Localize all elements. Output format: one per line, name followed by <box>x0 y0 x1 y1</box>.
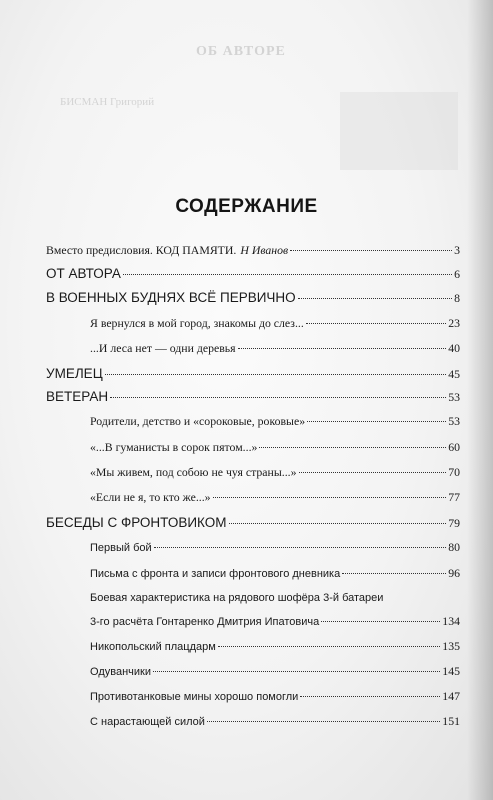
toc-entry-page: 70 <box>448 465 460 479</box>
toc-entry-title: ...И леса нет — одни деревья <box>90 341 236 355</box>
leader-dots <box>299 472 447 473</box>
toc-entry <box>90 414 460 429</box>
toc-entry-page: 96 <box>448 566 460 580</box>
toc-entry-author: Н Иванов <box>240 243 289 257</box>
leader-dots <box>153 671 440 672</box>
toc-entry-title: Первый бой <box>90 542 152 554</box>
leader-dots <box>342 573 446 574</box>
toc-entry <box>90 316 460 331</box>
toc-entry <box>90 341 460 356</box>
toc-entry-page: 23 <box>448 316 460 330</box>
toc-entry <box>90 465 460 480</box>
toc-entry-title: Родители, детство и «сороковые, роковые» <box>90 414 306 428</box>
toc-entry-title: БЕСЕДЫ С ФРОНТОВИКОМ <box>46 515 227 530</box>
leader-dots <box>307 421 446 422</box>
toc-entry-page: 134 <box>442 614 460 628</box>
toc-entry-page: 6 <box>454 267 460 281</box>
toc-entry <box>90 540 460 555</box>
toc-entry-page: 80 <box>448 540 460 554</box>
bleed-through-heading: ОБ АВТОРЕ <box>196 44 286 59</box>
toc-entry <box>90 592 460 604</box>
toc-entry <box>46 515 460 531</box>
toc-entry <box>46 366 460 382</box>
leader-dots <box>213 497 447 498</box>
toc-entry <box>90 664 460 679</box>
toc-entry-title: «Если не я, то кто же...» <box>90 490 211 504</box>
toc-entry-title: ОТ АВТОРА <box>46 266 121 281</box>
toc-entry-page: 151 <box>442 714 460 728</box>
toc-entry-title: Письма с фронта и записи фронтового дневника <box>90 568 341 580</box>
toc-entry <box>46 266 460 282</box>
toc-entry <box>90 614 460 629</box>
toc-entry <box>90 490 460 505</box>
leader-dots <box>298 298 452 299</box>
toc-entry-title: УМЕЛЕЦ <box>46 366 103 381</box>
toc-entry <box>90 639 460 654</box>
toc-entry-page: 60 <box>448 440 460 454</box>
leader-dots <box>207 721 440 722</box>
leader-dots <box>321 621 440 622</box>
leader-dots <box>306 323 446 324</box>
toc-entry-page: 147 <box>442 689 460 703</box>
bleed-through-author: БИСМАН Григорий <box>60 96 155 108</box>
leader-dots <box>123 274 452 275</box>
leader-dots <box>229 523 447 524</box>
page-title: СОДЕРЖАНИЕ <box>175 196 318 217</box>
leader-dots <box>238 348 447 349</box>
leader-dots <box>300 696 440 697</box>
leader-dots <box>290 250 452 251</box>
toc-entry-page: 8 <box>454 291 460 305</box>
toc-entry-title: Я вернулся в мой город, знакомы до слез... <box>90 316 304 330</box>
toc-entry-page: 79 <box>448 516 460 530</box>
leader-dots <box>154 547 447 548</box>
leader-dots <box>259 447 446 448</box>
toc-entry-page: 45 <box>448 367 460 381</box>
toc-entry-page: 77 <box>448 490 460 504</box>
toc-entry <box>90 689 460 704</box>
toc-entry-title: «Мы живем, под собою не чуя страны...» <box>90 465 297 479</box>
toc-entry <box>46 389 460 405</box>
leader-dots <box>218 646 441 647</box>
toc-entry-page: 145 <box>442 664 460 678</box>
toc-entry-title: 3-го расчёта Гонтаренко Дмитрия Ипатовича <box>90 616 320 628</box>
toc-entry-title: В ВОЕННЫХ БУДНЯХ ВСЁ ПЕРВИЧНО <box>46 290 296 305</box>
toc-entry <box>46 290 460 306</box>
toc-entry <box>90 566 460 581</box>
toc-entry-title: Боевая характеристика на рядового шофёра 3-й батареи <box>90 592 384 604</box>
toc-entry-page: 135 <box>442 639 460 653</box>
toc-entry-title: Одуванчики <box>90 666 151 678</box>
toc-entry-title: С нарастающей силой <box>90 716 205 728</box>
toc-entry-title: «...В гуманисты в сорок пятом...» <box>90 440 258 454</box>
toc-entry-page: 40 <box>448 341 460 355</box>
toc-entry <box>90 440 460 455</box>
toc-entry <box>90 714 460 729</box>
toc-entry <box>46 243 460 258</box>
toc-entry-title: Противотанковые мины хорошо помогли <box>90 691 299 703</box>
leader-dots <box>110 397 446 398</box>
toc-entry-title: Никопольский плацдарм <box>90 641 216 653</box>
toc-entry-page: 53 <box>448 390 460 404</box>
toc-entry-page: 3 <box>454 243 460 257</box>
toc-entry-page: 53 <box>448 414 460 428</box>
toc-entry-title: ВЕТЕРАН <box>46 389 109 404</box>
toc-entry-title: Вместо предисловия. КОД ПАМЯТИ. <box>46 243 237 257</box>
leader-dots <box>105 374 447 375</box>
